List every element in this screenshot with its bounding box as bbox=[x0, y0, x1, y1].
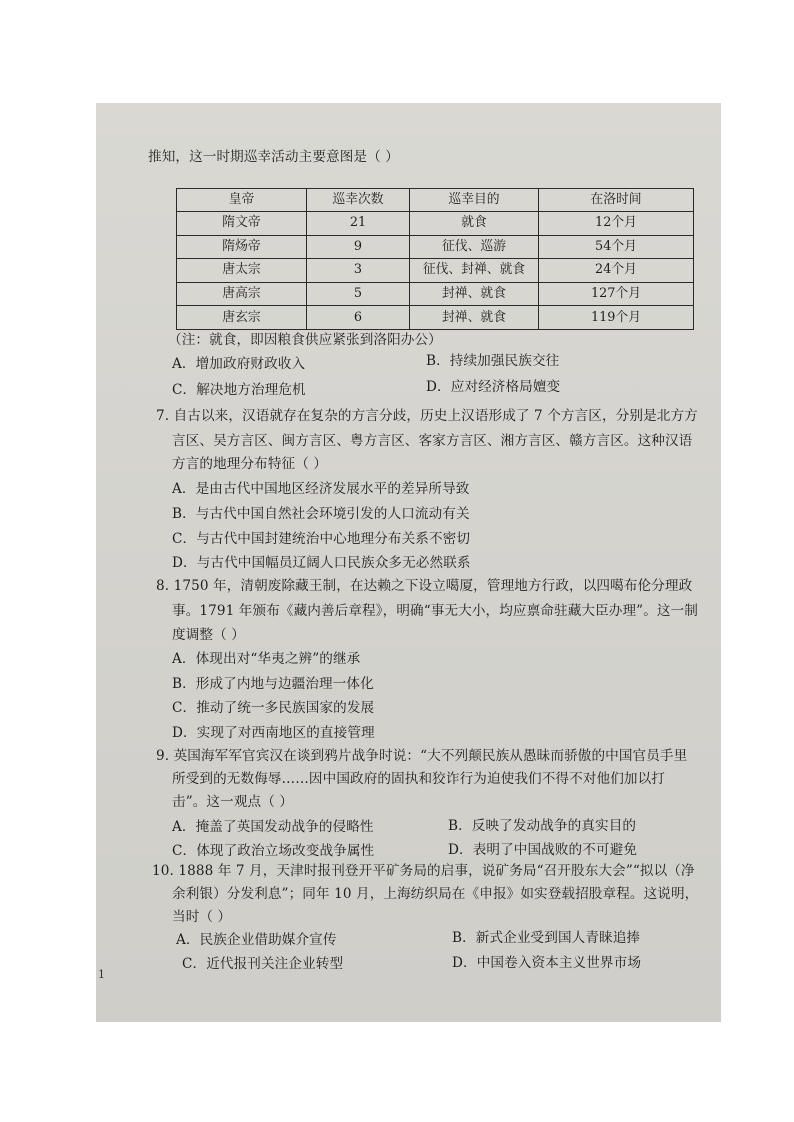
table-cell: 唐玄宗 bbox=[177, 306, 307, 330]
table-cell: 唐高宗 bbox=[177, 282, 307, 306]
table-cell: 征伐、封禅、就食 bbox=[410, 259, 539, 283]
table-cell: 127个月 bbox=[539, 282, 694, 306]
q7-stem-line: 方言的地理分布特征（ ） bbox=[172, 456, 328, 472]
page-number: 1 bbox=[98, 968, 105, 981]
table-cell: 隋文帝 bbox=[177, 212, 307, 236]
q8-option-c: C．推动了统一多民族国家的发展 bbox=[172, 700, 375, 716]
q8-option-b: B．形成了内地与边疆治理一体化 bbox=[172, 676, 374, 692]
q7-option-c: C．与古代中国封建统治中心地理分布关系不密切 bbox=[172, 531, 471, 547]
q7-stem-line: 7. 自古以来，汉语就存在复杂的方言分歧，历史上汉语形成了 7 个方言区，分别是北方方 bbox=[156, 408, 698, 424]
table-cell: 54个月 bbox=[539, 235, 694, 259]
q10-option-a: A．民族企业借助媒介宣传 bbox=[176, 932, 337, 948]
table-header-row bbox=[177, 189, 694, 212]
table-row bbox=[177, 306, 694, 330]
table-cell: 唐太宗 bbox=[177, 259, 307, 283]
q10-option-d: D．中国卷入资本主义世界市场 bbox=[452, 955, 642, 971]
q8-stem-line: 度调整（ ） bbox=[172, 627, 245, 643]
q6-stem-tail: 推知，这一时期巡幸活动主要意图是（ ） bbox=[148, 149, 399, 165]
q7-stem-line: 言区、吴方言区、闽方言区、粤方言区、客家方言区、湘方言区、赣方言区。这种汉语 bbox=[172, 433, 693, 449]
q10-stem-line: 余利银）分发利息”；同年 10 月，上海纺织局在《申报》如实登载招股章程。这说明， bbox=[172, 886, 699, 902]
q10-option-b: B．新式企业受到国人青睐追捧 bbox=[452, 930, 641, 946]
q9-option-c: C．体现了政治立场改变战争属性 bbox=[172, 843, 375, 859]
emperor-tour-table bbox=[176, 188, 694, 330]
table-row bbox=[177, 212, 694, 236]
q8-stem-line: 事。1791 年颁布《藏内善后章程》，明确“事无大小，均应禀命驻藏大臣办理”。这一制 bbox=[172, 603, 698, 619]
table-row bbox=[177, 235, 694, 259]
table-cell: 9 bbox=[307, 235, 410, 259]
table-cell: 隋炀帝 bbox=[177, 235, 307, 259]
q7-option-d: D．与古代中国幅员辽阔人口民族众多无必然联系 bbox=[172, 555, 471, 571]
table-cell: 5 bbox=[307, 282, 410, 306]
table-cell: 6 bbox=[307, 306, 410, 330]
table-row bbox=[177, 259, 694, 283]
table-cell: 3 bbox=[307, 259, 410, 283]
table-cell: 21 bbox=[307, 212, 410, 236]
q6-option-a: A．增加政府财政收入 bbox=[172, 356, 306, 372]
q6-option-b: B．持续加强民族交往 bbox=[426, 353, 560, 369]
q8-option-d: D．实现了对西南地区的直接管理 bbox=[172, 725, 375, 741]
q9-stem-line: 9. 英国海军军官宾汉在谈到鸦片战争时说：“大不列颠民族从愚昧而骄傲的中国官员手里 bbox=[156, 748, 688, 764]
q10-stem-line: 当时（ ） bbox=[172, 909, 232, 925]
exam-page bbox=[96, 103, 721, 1022]
q6-option-c: C．解决地方治理危机 bbox=[172, 382, 306, 398]
q8-option-a: A．体现出对“华夷之辨”的继承 bbox=[172, 651, 361, 667]
q10-stem-line: 10. 1888 年 7 月，天津时报刊登开平矿务局的启事，说矿务局“召开股东大会”“拟以（净 bbox=[152, 863, 695, 879]
table-cell: 12个月 bbox=[539, 212, 694, 236]
q9-option-d: D．表明了中国战败的不可避免 bbox=[448, 842, 638, 858]
table-cell: 就食 bbox=[410, 212, 539, 236]
table-header-cell: 在洛时间 bbox=[539, 189, 694, 212]
q8-stem-line: 8. 1750 年，清朝废除藏王制，在达赖之下设立噶厦，管理地方行政，以四噶布伦分理政 bbox=[156, 578, 693, 594]
q7-option-b: B．与古代中国自然社会环境引发的人口流动有关 bbox=[172, 506, 470, 522]
table-header-cell: 巡幸次数 bbox=[307, 189, 410, 212]
table-row bbox=[177, 282, 694, 306]
q10-option-c: C．近代报刊关注企业转型 bbox=[182, 956, 344, 972]
table-cell: 封禅、就食 bbox=[410, 306, 539, 330]
table-header-cell: 巡幸目的 bbox=[410, 189, 539, 212]
table-cell: 24个月 bbox=[539, 259, 694, 283]
q7-option-a: A．是由古代中国地区经济发展水平的差异所导致 bbox=[172, 481, 470, 497]
table-note: （注：就食，即因粮食供应紧张到洛阳办公） bbox=[168, 332, 442, 348]
q9-option-a: A．掩盖了英国发动战争的侵略性 bbox=[172, 819, 374, 835]
q9-stem-line: 击”。这一观点（ ） bbox=[172, 794, 294, 810]
q6-option-d: D．应对经济格局嬗变 bbox=[426, 379, 561, 395]
table-cell: 征伐、巡游 bbox=[410, 235, 539, 259]
q9-option-b: B．反映了发动战争的真实目的 bbox=[448, 818, 637, 834]
table-cell: 119个月 bbox=[539, 306, 694, 330]
table-cell: 封禅、就食 bbox=[410, 282, 539, 306]
q9-stem-line: 所受到的无数侮辱……因中国政府的固执和狡诈行为迫使我们不得不对他们加以打 bbox=[172, 771, 665, 787]
table-header-cell: 皇帝 bbox=[177, 189, 307, 212]
